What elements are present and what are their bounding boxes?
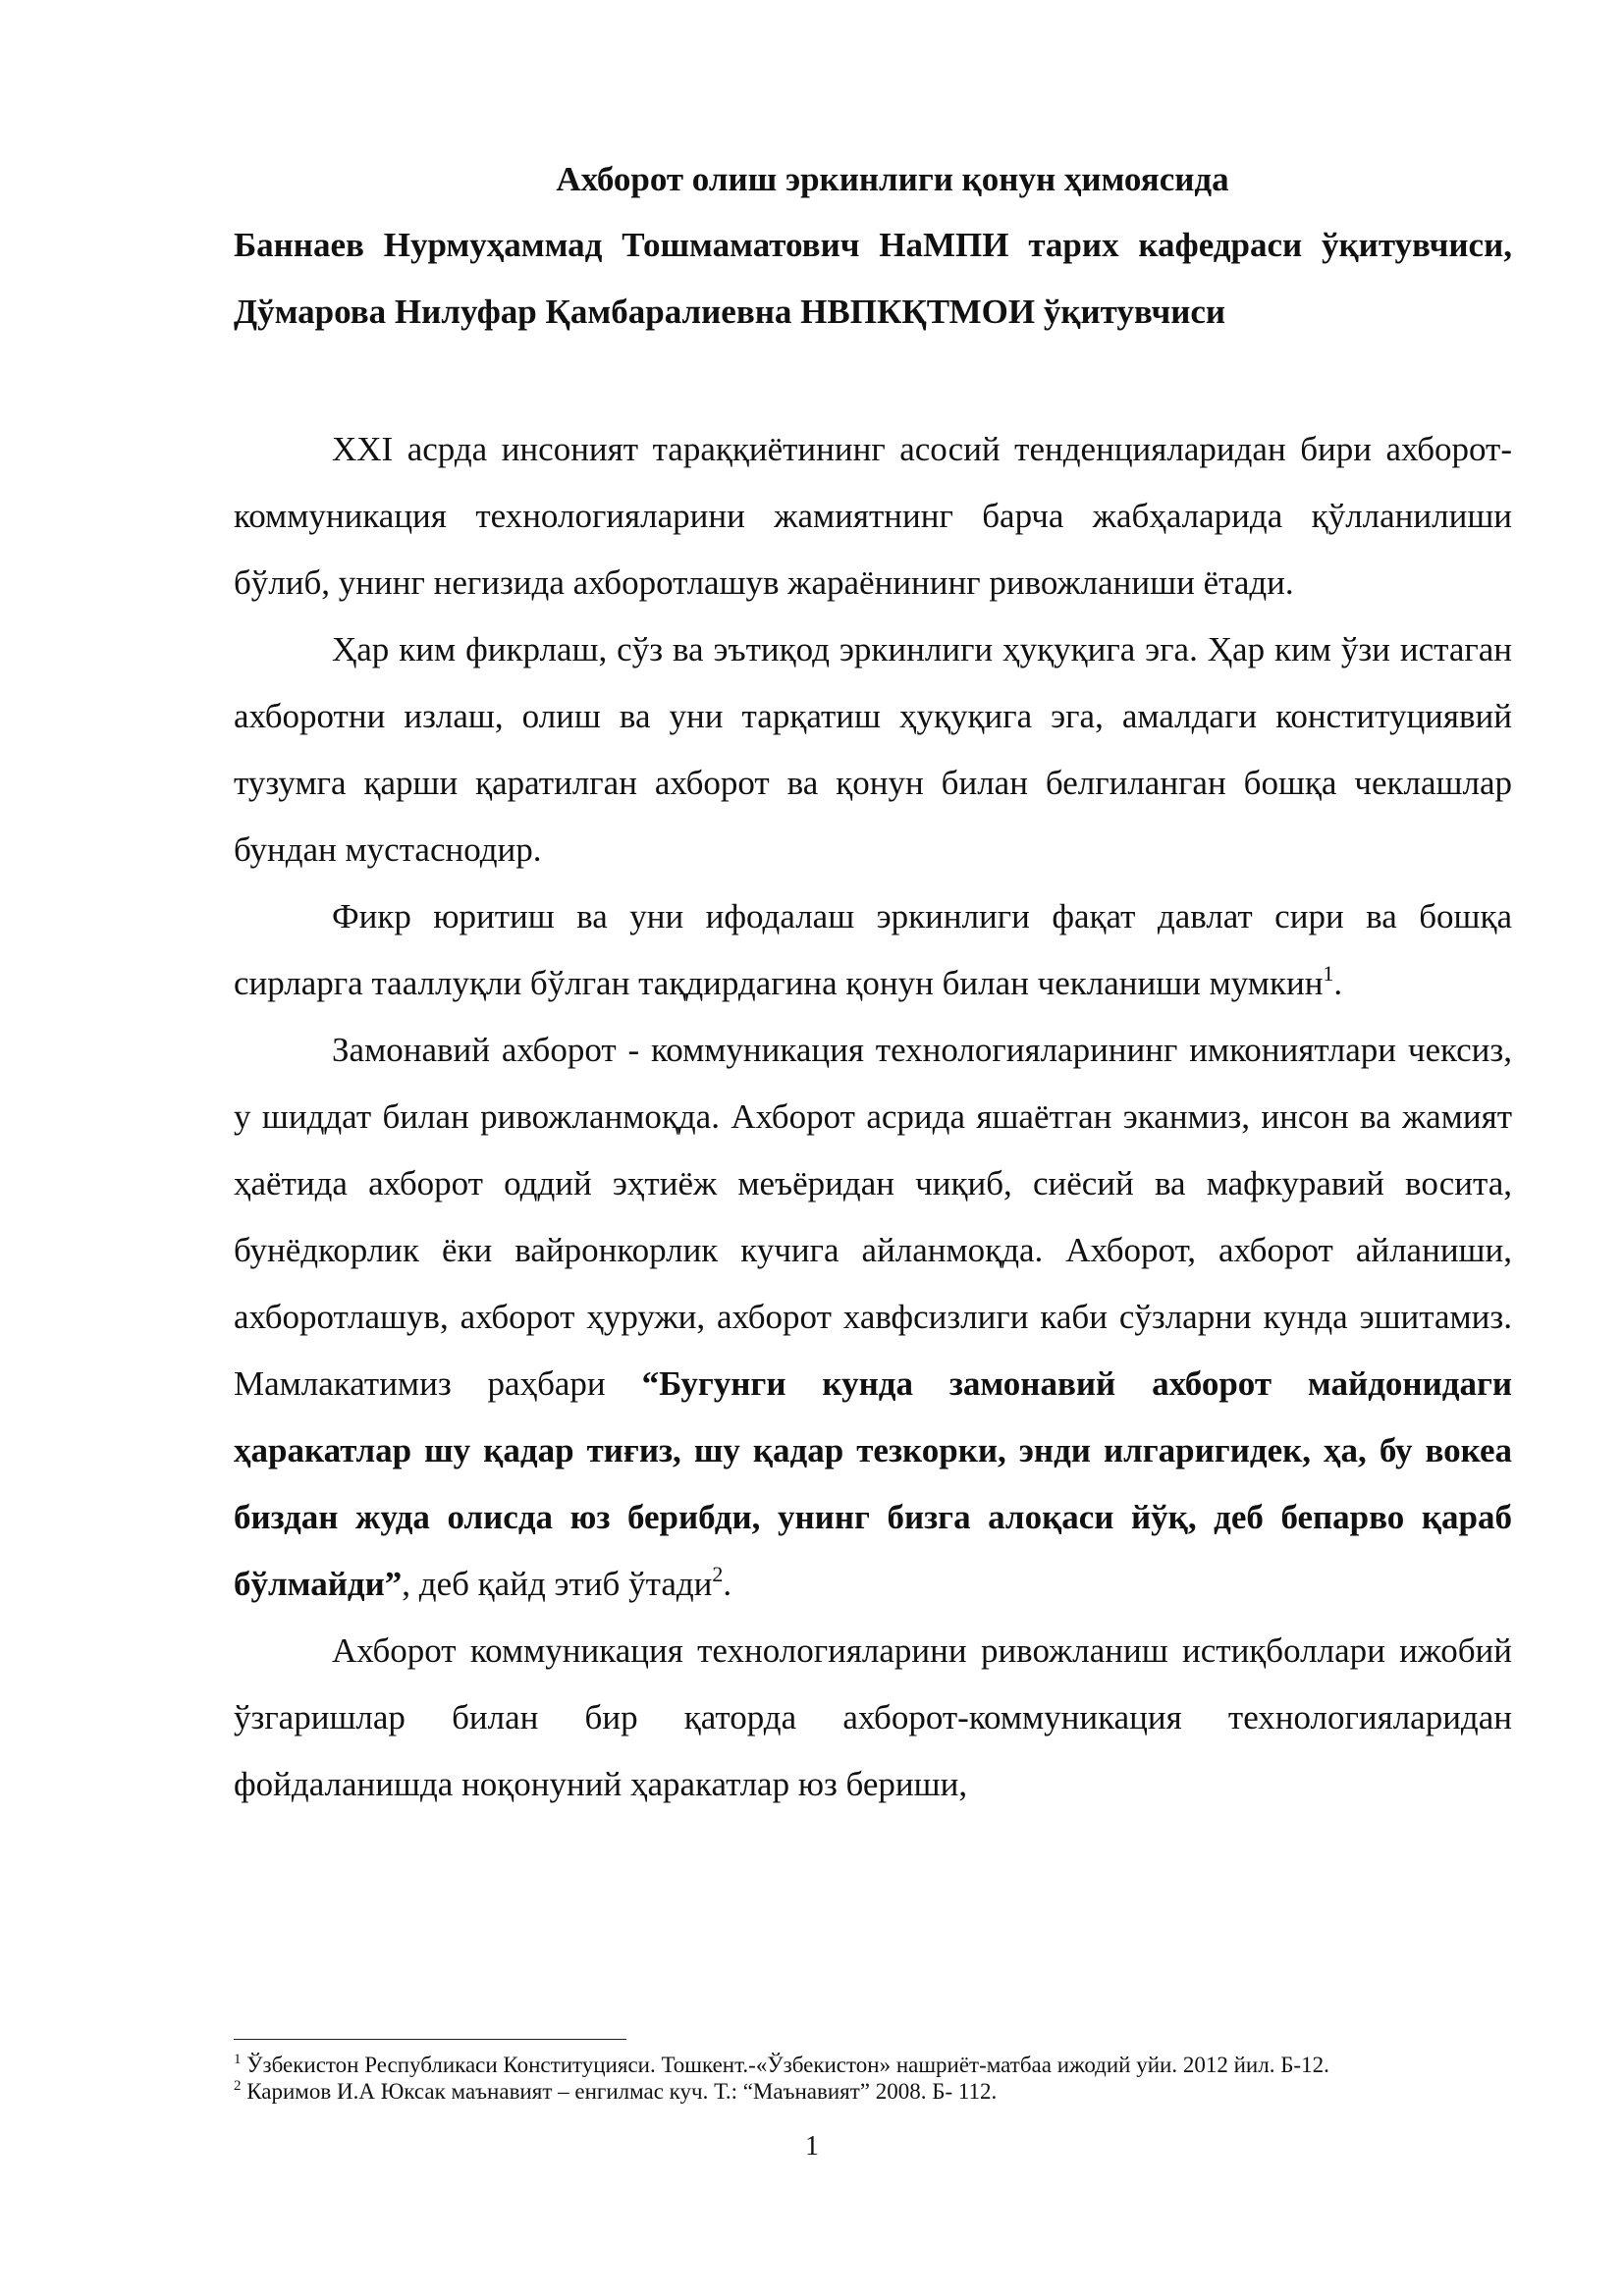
- author-line: Баннаев Нурмуҳаммад Тошмаматович НаМПИ тарих кафедраси ўқитувчиси, Дўмарова Нилуфар Қамбаралиевна НВПКҚТМОИ ўқитувчиси: [234, 226, 1512, 331]
- footnote-1: [234, 2052, 1512, 2078]
- paragraph-4-text: Замонавий ахборот - коммуникация технологияларининг имкониятлари чексиз, у шиддат билан ривожланмоқда. Ахборот асрида яшаётган эканмиз, инсон ва жамият ҳаётида ахборот оддий эҳтиёж меъёридан чиқиб, сиёсий ва мафкуравий восита, бунёдкорлик ёки вайронкорлик кучига айланмоқда. Ахборот, ахборот айланиши, ахборотлашув, ахборот ҳуружи, ахборот хавфсизлиги каби сўзларни кунда эшитамиз. Мамлакатимиз раҳбари: [234, 1031, 1512, 1403]
- paragraph-4-end: , деб қайд этиб ўтади: [402, 1565, 713, 1603]
- president-quote: “Бугунги кунда замонавий ахборот майдонидаги ҳаракатлар шу қадар тиғиз, шу қадар тезкорки, энди илгаригидек, ҳа, бу вокеа биздан жуда олисда юз берибди, унинг бизга алоқаси йўқ, деб бепарво қараб бўлмайди”: [234, 1364, 1513, 1603]
- article-title: Ахборот олиш эркинлиги қонун ҳимоясида: [556, 160, 1229, 198]
- footnotes: [234, 2052, 1512, 2105]
- footnote-1-text: Ўзбекистон Республикаси Конституцияси. Тошкент.-«Ўзбекистон» нашриёт-матбаа ижодий уйи. 2012 йил. Б-12.: [241, 2053, 1329, 2077]
- footnote-divider: [234, 2039, 626, 2040]
- page-number: 1: [805, 2131, 819, 2162]
- paragraph-4-period: .: [723, 1565, 732, 1603]
- footnote-2: [234, 2078, 1512, 2105]
- paragraph-3-end: .: [1333, 964, 1343, 1002]
- paragraph-3: [234, 883, 1512, 1017]
- paragraph-5: Ахборот коммуникация технологияларини ривожланиш истиқболлари ижобий ўзгаришлар билан бир қаторда ахборот-коммуникация технологияларидан фойдаланишда ноқонуний ҳаракатлар юз бериши,: [234, 1631, 1512, 1803]
- paragraph-2: Ҳар ким фикрлаш, сўз ва эътиқод эркинлиги ҳуқуқига эга. Ҳар ким ўзи истаган ахборотни излаш, олиш ва уни тарқатиш ҳуқуқига эга, амалдаги конституциявий тузумга қарши қаратилган ахборот ва қонун билан белгиланган бошқа чеклашлар бундан мустаснодир.: [234, 630, 1512, 869]
- document-page: [234, 147, 1512, 1818]
- footnote-1-marker: 1: [234, 2052, 242, 2067]
- footnote-2-marker: 2: [234, 2078, 242, 2094]
- footnote-ref-2[interactable]: 2: [712, 1562, 724, 1586]
- paragraph-4: [234, 1017, 1512, 1618]
- footnote-ref-1[interactable]: 1: [1323, 961, 1334, 986]
- paragraph-1: XXI асрда инсоният тараққиётининг асосий тенденцияларидан бири ахборот-коммуникация технологияларини жамиятнинг барча жабҳаларида қўлланилиши бўлиб, унинг негизида ахборотлашув жараёнининг ривожланиши ётади.: [234, 430, 1512, 602]
- paragraph-3-text: Фикр юритиш ва уни ифодалаш эркинлиги фақат давлат сири ва бошқа сирларга тааллуқли бўлган тақдирдагина қонун билан чекланиши мумкин: [234, 897, 1512, 1002]
- footnote-2-text: Каримов И.А Юксак маънавият – енгилмас куч. Т.: “Маънавият” 2008. Б- 112.: [241, 2079, 998, 2104]
